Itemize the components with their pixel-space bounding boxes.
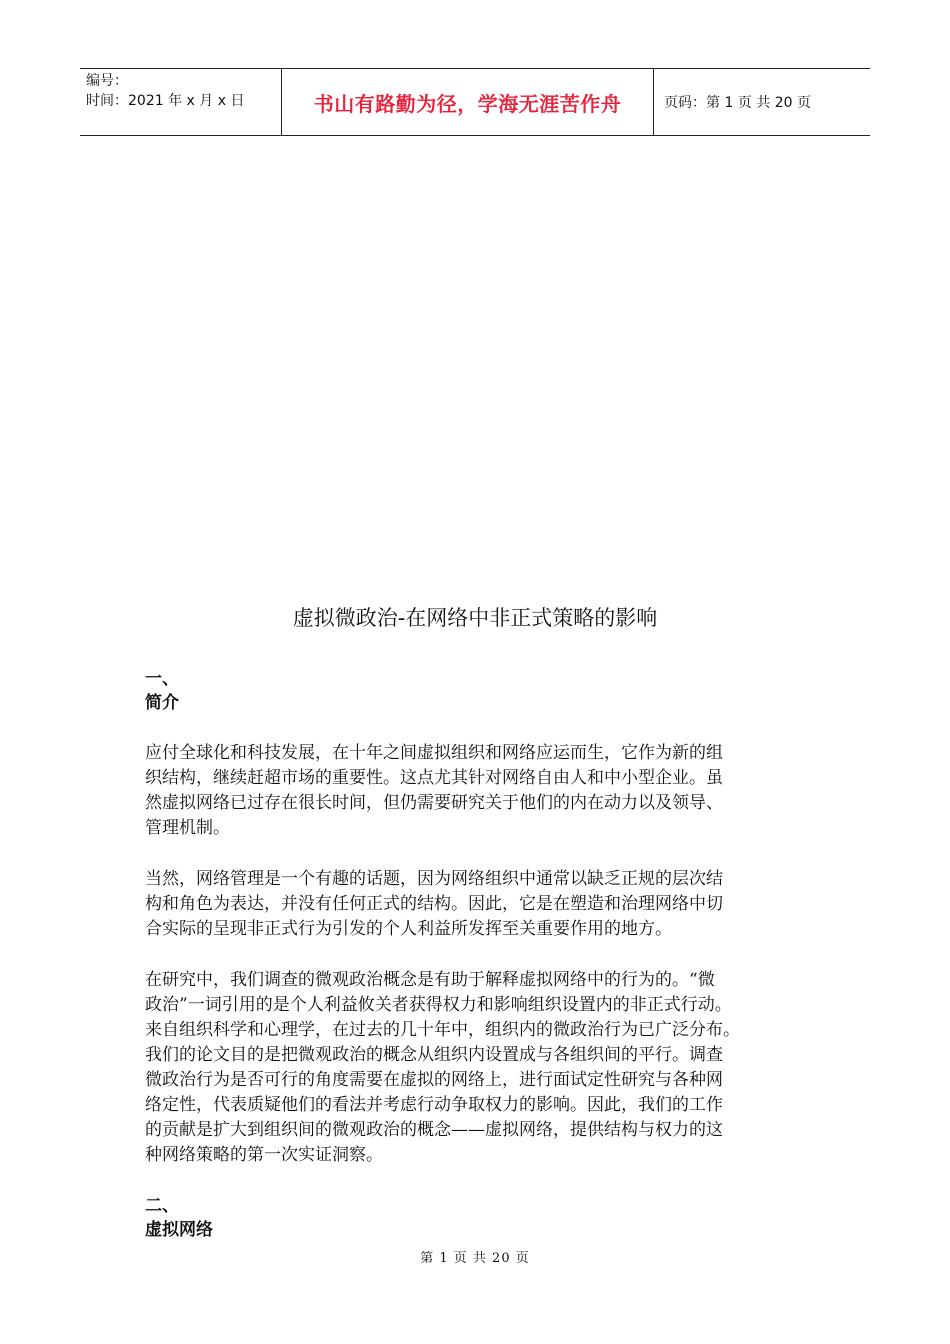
section-heading: 虚拟网络 [145,1220,213,1240]
header-meta [80,69,281,135]
paragraph [145,968,813,1168]
paragraph [145,741,813,841]
text-line: 政治”一词引用的是个人利益攸关者获得权力和影响组织设置内的非正式行动。 [145,995,732,1015]
header-page-info: 页码：第 1 页 共 20 页 [664,95,811,111]
document-body [145,667,813,1242]
text-line: 我们的论文目的是把微观政治的概念从组织内设置成与各组织间的平行。调查 [145,1045,723,1065]
document-number: 编号： [86,73,128,89]
section-heading: 简介 [145,693,179,713]
text-line: 应付全球化和科技发展，在十年之间虚拟组织和网络应运而生，它作为新的组 [145,743,723,763]
text-line: 在研究中，我们调查的微观政治概念是有助于解释虚拟网络中的行为的。“微 [145,970,715,990]
document-title: 虚拟微政治-在网络中非正式策略的影响 [292,606,658,630]
page-header [80,68,870,136]
text-line: 种网络策略的第一次实证洞察。 [145,1145,383,1165]
text-line: 当然，网络管理是一个有趣的话题，因为网络组织中通常以缺乏正规的层次结 [145,869,723,889]
document-date: 时间：2021 年 x 月 x 日 [86,93,245,109]
text-line: 微政治行为是否可行的角度需要在虚拟的网络上，进行面试定性研究与各种网 [145,1070,723,1090]
text-line: 合实际的呈现非正式行为引发的个人利益所发挥至关重要作用的地方。 [145,919,672,939]
text-line: 来自组织科学和心理学，在过去的几十年中，组织内的微政治行为已广泛分布。 [145,1020,740,1040]
text-line: 然虚拟网络已过存在很长时间，但仍需要研究关于他们的内在动力以及领导、 [145,793,723,813]
text-line: 的贡献是扩大到组织间的微观政治的概念——虚拟网络，提供结构与权力的这 [145,1120,723,1140]
header-motto: 书山有路勤为径，学海无涯苦作舟 [281,69,654,135]
text-line: 构和角色为表达，并没有任何正式的结构。因此，它是在塑造和治理网络中切 [145,894,723,914]
section-number: 一、 [145,669,179,689]
text-line: 织结构，继续赶超市场的重要性。这点尤其针对网络自由人和中小型企业。虽 [145,768,723,788]
paragraph [145,867,813,942]
page-footer: 第 1 页 共 20 页 [420,1251,530,1266]
section-number: 二、 [145,1196,179,1216]
text-line: 络定性，代表质疑他们的看法并考虑行动争取权力的影响。因此，我们的工作 [145,1095,723,1115]
text-line: 管理机制。 [145,818,230,838]
